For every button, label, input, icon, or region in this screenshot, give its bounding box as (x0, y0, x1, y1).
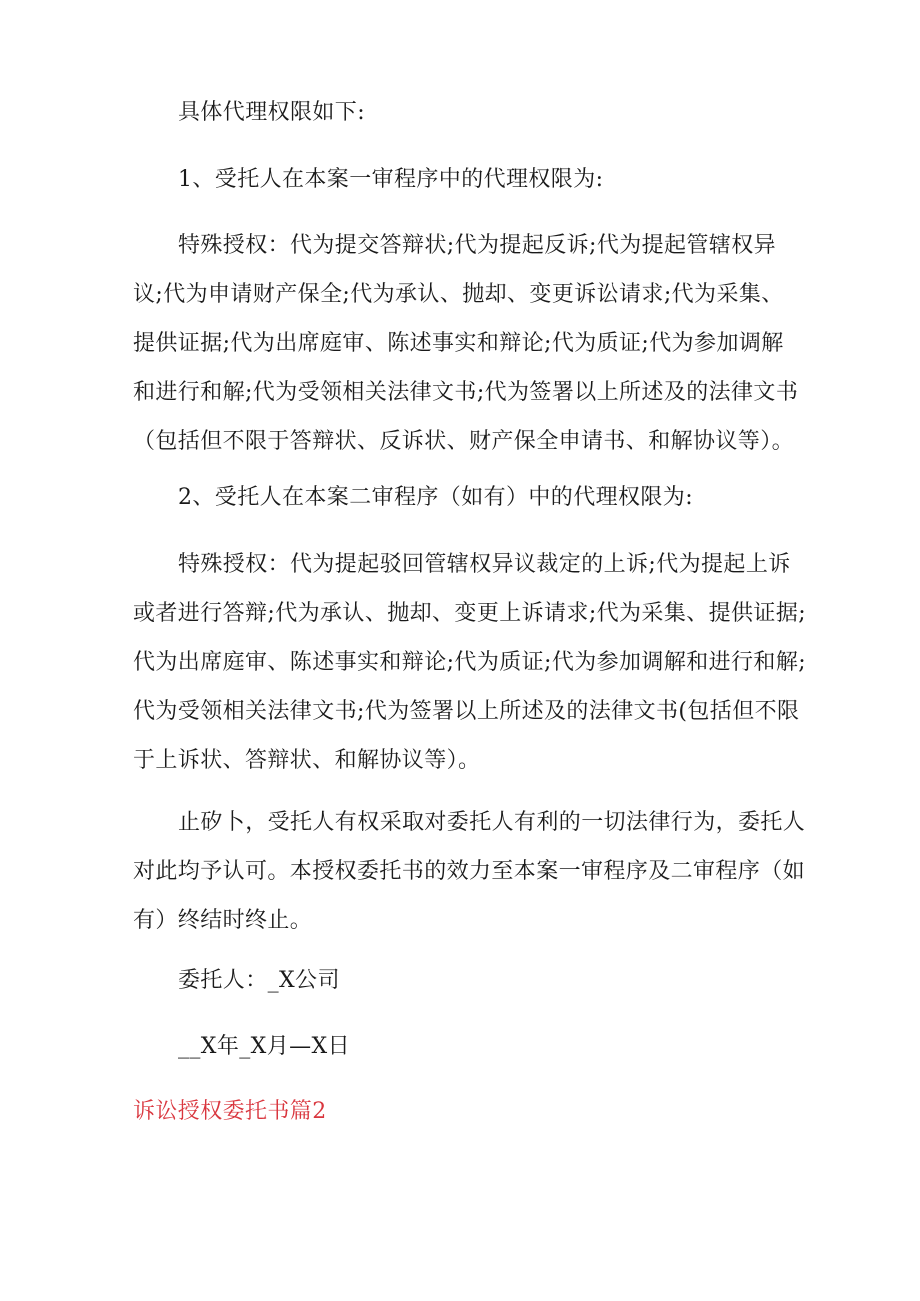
section2-line-5: 于上诉状、答辩状、和解协议等）。 (133, 748, 481, 773)
section2-line-1: 特殊授权：代为提起驳回管辖权异议裁定的上诉;代为提起上诉 (178, 552, 791, 577)
section1-line-4: 和进行和解;代为受领相关法律文书;代为签署以上所述及的法律文书 (133, 380, 799, 405)
section1-line-2: 议;代为申请财产保全;代为承认、抛却、变更诉讼请求;代为采集、 (133, 282, 784, 307)
closing-line-1: 止矽卜，受托人有权采取对委托人有利的一切法律行为，委托人 (178, 810, 806, 835)
next-section-heading[interactable]: 诉讼授权委托书篇2 (133, 1099, 327, 1124)
section2-line-4: 代为受领相关法律文书;代为签署以上所述及的法律文书(包括但不限 (133, 699, 800, 724)
principal-signature: 委托人：_X公司 (178, 968, 340, 993)
section1-line-1: 特殊授权：代为提交答辩状;代为提起反诉;代为提起管辖权异 (178, 233, 777, 258)
section2-line-2: 或者进行答辩;代为承认、抛却、变更上诉请求;代为采集、提供证据; (133, 601, 807, 626)
section1-title: 1、受托人在本案一审程序中的代理权限为: (178, 167, 604, 192)
signature-date: __X年_X月—X日 (178, 1034, 350, 1059)
section1-line-5: （包括但不限于答辩状、反诉状、财产保全申请书、和解协议等）。 (133, 429, 795, 454)
section2-title: 2、受托人在本案二审程序（如有）中的代理权限为: (178, 485, 694, 510)
section2-line-3: 代为出席庭审、陈述事实和辩论;代为质证;代为参加调解和进行和解; (133, 650, 807, 675)
intro-text: 具体代理权限如下: (178, 100, 366, 125)
section1-line-3: 提供证据;代为出席庭审、陈述事实和辩论;代为质证;代为参加调解 (133, 331, 784, 356)
closing-line-2: 对此均予认可。本授权委托书的效力至本案一审程序及二审程序（如 (133, 859, 806, 884)
closing-line-3: 有）终结时终止。 (133, 908, 313, 933)
